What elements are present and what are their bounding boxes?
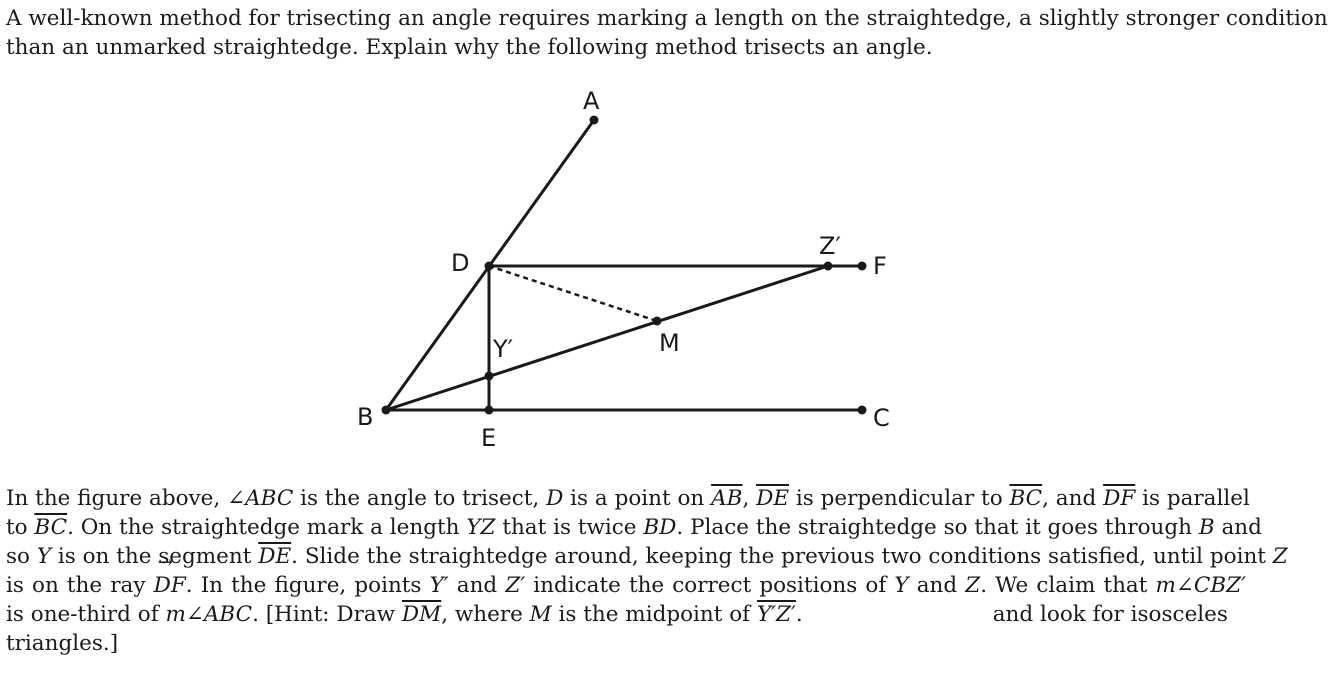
text-run: . Place the straightedge so that it goes through [676,515,1199,540]
text-run: is a point on [563,486,712,511]
math-segment-DF: $\overline{DF}$ [1103,486,1136,511]
text-run: and look for isosceles [992,602,1228,627]
body-line-1 [6,484,1250,513]
label-F: F [873,252,887,280]
math-YZ: YZ [466,515,496,540]
point-B [382,406,391,415]
text-run: , where [441,602,530,627]
label-Y-prime: Y′ [493,335,514,363]
angle-symbol: ∠ [1175,573,1194,598]
math-m: m [1155,573,1176,598]
text-run: triangles.] [6,631,119,656]
point-A [590,116,599,125]
math-B: B [1198,515,1215,540]
point-C [858,406,867,415]
text-run: and [1214,515,1262,540]
math-segment-AB: $\overline{AB}$ [711,486,743,511]
label-M: M [659,329,680,357]
math-segment-DM: $\overline{DM}$ [401,602,442,627]
text-run: so [6,544,37,569]
segment-BZ-prime [386,266,828,410]
math-ABC: ABC [245,486,294,511]
text-run: is parallel [1135,486,1250,511]
text-run: indicate the correct positions of [525,573,895,598]
math-segment-BC: $\overline{BC}$ [34,515,68,540]
text-run: is on the ray [6,573,154,598]
body-line-3 [6,542,1288,571]
text-run: is one-third of [6,602,166,627]
math-Z-prime: Z′ [505,573,526,598]
text-run: , [742,486,757,511]
body-line-6 [6,629,1246,658]
math-M: M [529,602,552,627]
text-run: to [6,515,35,540]
point-F [858,262,867,271]
math-segment-Y-prime-Z-prime: Y′Z′ [756,602,796,627]
math-Y: Y [36,544,52,569]
math-BD: BD [643,515,677,540]
intro-paragraph [6,4,1328,62]
point-Y-prime [485,372,494,381]
label-A: A [583,87,600,115]
body-line-2 [6,513,1262,542]
label-D: D [451,249,470,277]
text-run: . [795,602,803,627]
label-B: B [357,403,374,431]
point-Z-prime [824,262,833,271]
text-run: In the figure above, ∠ [6,486,246,511]
text-run: . [Hint: Draw [252,602,402,627]
math-CBZ-prime: CBZ′ [1193,573,1246,598]
text-run: . Slide the straightedge around, keeping the previous two conditions satisfied, until point [291,544,1273,569]
intro-line-1: A well-known method for trisecting an angle requires marking a length on the straightedge, a slightly stronger condition [6,6,1328,31]
body-paragraph [6,484,1288,658]
math-segment-DE: $\overline{DE}$ [756,486,790,511]
text-run: . On the straightedge mark a length [67,515,467,540]
text-run: is on the segment [51,544,259,569]
dashed-segment-DM [489,266,657,321]
body-line-4 [6,571,1246,600]
text-run: , and [1042,486,1104,511]
text-run: . In the figure, points [185,573,430,598]
text-run: . We claim that [980,573,1156,598]
label-Z-prime: Z′ [819,232,841,260]
text-run: that is twice [495,515,644,540]
math-segment-BC: $\overline{BC}$ [1009,486,1043,511]
body-line-5 [6,600,1246,629]
text-run: and [908,573,966,598]
text-run: is the midpoint of [551,602,757,627]
text-run: is perpendicular to [789,486,1010,511]
math-Z: Z [1272,544,1288,569]
math-m: m [165,602,186,627]
trisection-figure [340,86,900,456]
text-run: is the angle to trisect, [293,486,547,511]
angle-symbol: ∠ [185,602,204,627]
text-run: and [448,573,506,598]
math-Y: Y [894,573,909,598]
point-M [653,317,662,326]
math-Y-prime: Y′ [429,573,449,598]
math-Z: Z [965,573,981,598]
point-E [485,406,494,415]
intro-line-2: than an unmarked straightedge. Explain why the following method trisects an angle. [6,35,933,60]
math-ray-DF: → DF [154,571,186,600]
label-C: C [873,404,890,432]
label-E: E [481,424,497,452]
point-D [485,262,494,271]
math-D: D [546,486,564,511]
math-ABC: ABC [203,602,253,627]
math-segment-DE: $\overline{DE}$ [258,544,292,569]
